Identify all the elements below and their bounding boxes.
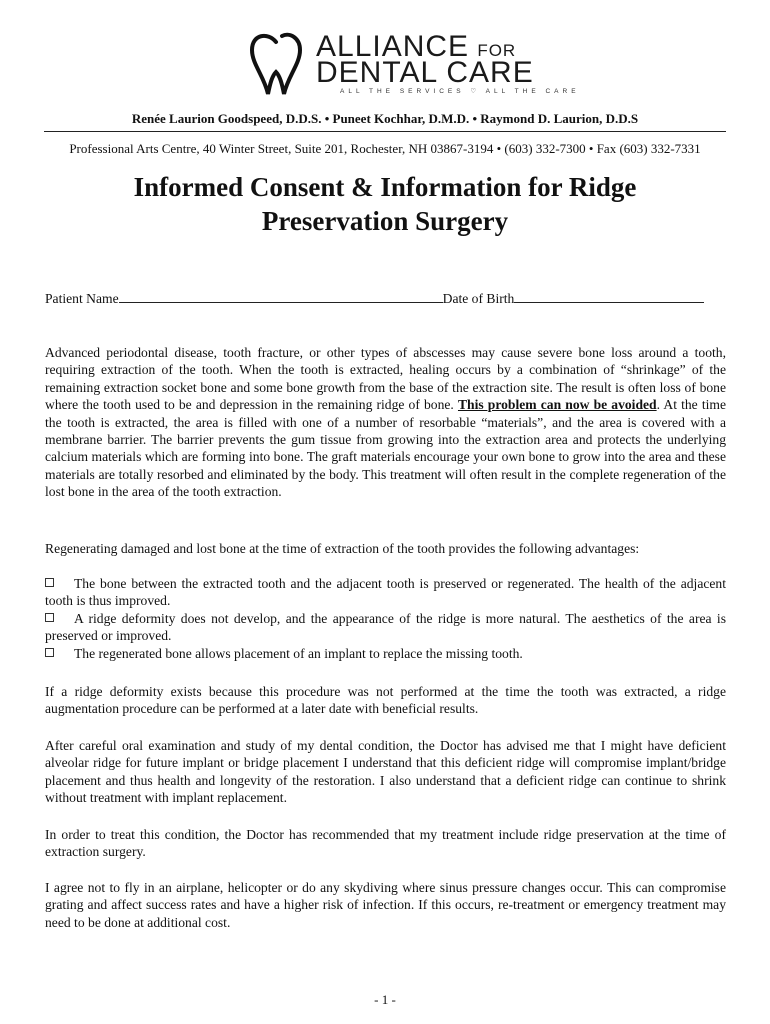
intro-emphasis: This problem can now be avoided <box>457 397 657 413</box>
treatment-paragraph: In order to treat this condition, the Doctor has recommended that my treatment include ridge preservation at the time of extraction surgery. <box>45 827 726 860</box>
list-item: A ridge deformity does not develop, and the appearance of the ridge is more natural. The aesthetics of the area is preserved or improved. <box>45 610 726 644</box>
patient-name-field[interactable] <box>119 290 443 303</box>
practice-address: Professional Arts Centre, 40 Winter Street, Suite 201, Rochester, NH 03867-3194 • (603) 332-7300 • Fax (603) 332-7331 <box>69 141 701 156</box>
practice-logo <box>246 28 580 98</box>
patient-info-line <box>45 290 704 307</box>
intro-text-b: . At the time the tooth is extracted, the area is filled with one of a number of resorbable “materials”, and the area is covered with a membrane barrier. The barrier prevents the gum tissue from growing into the extraction area and protects the underlying calcium materials which are forming into bone. The graft materials encourage your own bone to grow into the area and these materials are totally resorbed and eliminated by the body. This treatment will often result in the complete regeneration of the lost bone in the area of the tooth extraction. <box>45 397 726 500</box>
tooth-heart-icon <box>246 28 306 98</box>
document-title <box>60 170 710 238</box>
advantages-list <box>45 575 726 662</box>
patient-name-label: Patient Name <box>45 291 119 306</box>
title-line-2: Preservation Surgery <box>261 206 509 236</box>
logo-tagline: ALL THE SERVICES ♡ ALL THE CARE <box>340 88 580 95</box>
checkbox-icon <box>45 613 54 622</box>
flying-paragraph: I agree not to fly in an airplane, helicopter or do any skydiving where sinus pressure changes occur. This can compromise grating and affect success rates and have a higher risk of infection. If this occurs, re-treatment or emergency treatment may need to be done at additional cost. <box>45 880 726 930</box>
header-divider <box>44 131 726 132</box>
deformity-paragraph: If a ridge deformity exists because this procedure was not performed at the time the tooth was extracted, a ridge augmentation procedure can be performed at a later date with beneficial results. <box>45 684 726 717</box>
checkbox-icon <box>45 648 54 657</box>
checkbox-icon <box>45 578 54 587</box>
intro-paragraph <box>45 344 726 501</box>
intro-text-a: Advanced periodontal disease, tooth fracture, or other types of abscesses may cause severe bone loss around a tooth, requiring extraction of the tooth. When the tooth is extracted, healing occurs by a combination of “shrinkage” of the remaining extraction socket bone and some bone growth from the base of the extraction site. The result is often loss of bone where the tooth used to be and depression in the remaining ridge of bone. <box>45 345 726 413</box>
list-item: The regenerated bone allows placement of an implant to replace the missing tooth. <box>45 645 726 662</box>
page-number: - 1 - <box>374 992 396 1007</box>
dob-label: Date of Birth <box>442 291 515 306</box>
dob-field[interactable] <box>514 290 704 303</box>
logo-title: ALLIANCE FOR <box>316 30 517 63</box>
logo-subtitle: DENTAL CARE <box>316 56 534 89</box>
doctor-names: Renée Laurion Goodspeed, D.D.S. • Puneet Kochhar, D.M.D. • Raymond D. Laurion, D.D.S <box>131 111 639 126</box>
advantages-intro: Regenerating damaged and lost bone at the time of extraction of the tooth provides the following advantages: <box>45 541 640 556</box>
title-line-1: Informed Consent & Information for Ridge <box>133 172 637 202</box>
examination-paragraph: After careful oral examination and study of my dental condition, the Doctor has advised me that I might have deficient alveolar ridge for future implant or bridge placement I understand that this deficient ridge will compromise implant/bridge placement and thus health and longevity of the restoration. I also understand that a deficient ridge can continue to shrink without treatment with implant replacement. <box>45 738 726 806</box>
list-item: The bone between the extracted tooth and the adjacent tooth is preserved or regenerated. The health of the adjacent tooth is thus improved. <box>45 576 726 609</box>
